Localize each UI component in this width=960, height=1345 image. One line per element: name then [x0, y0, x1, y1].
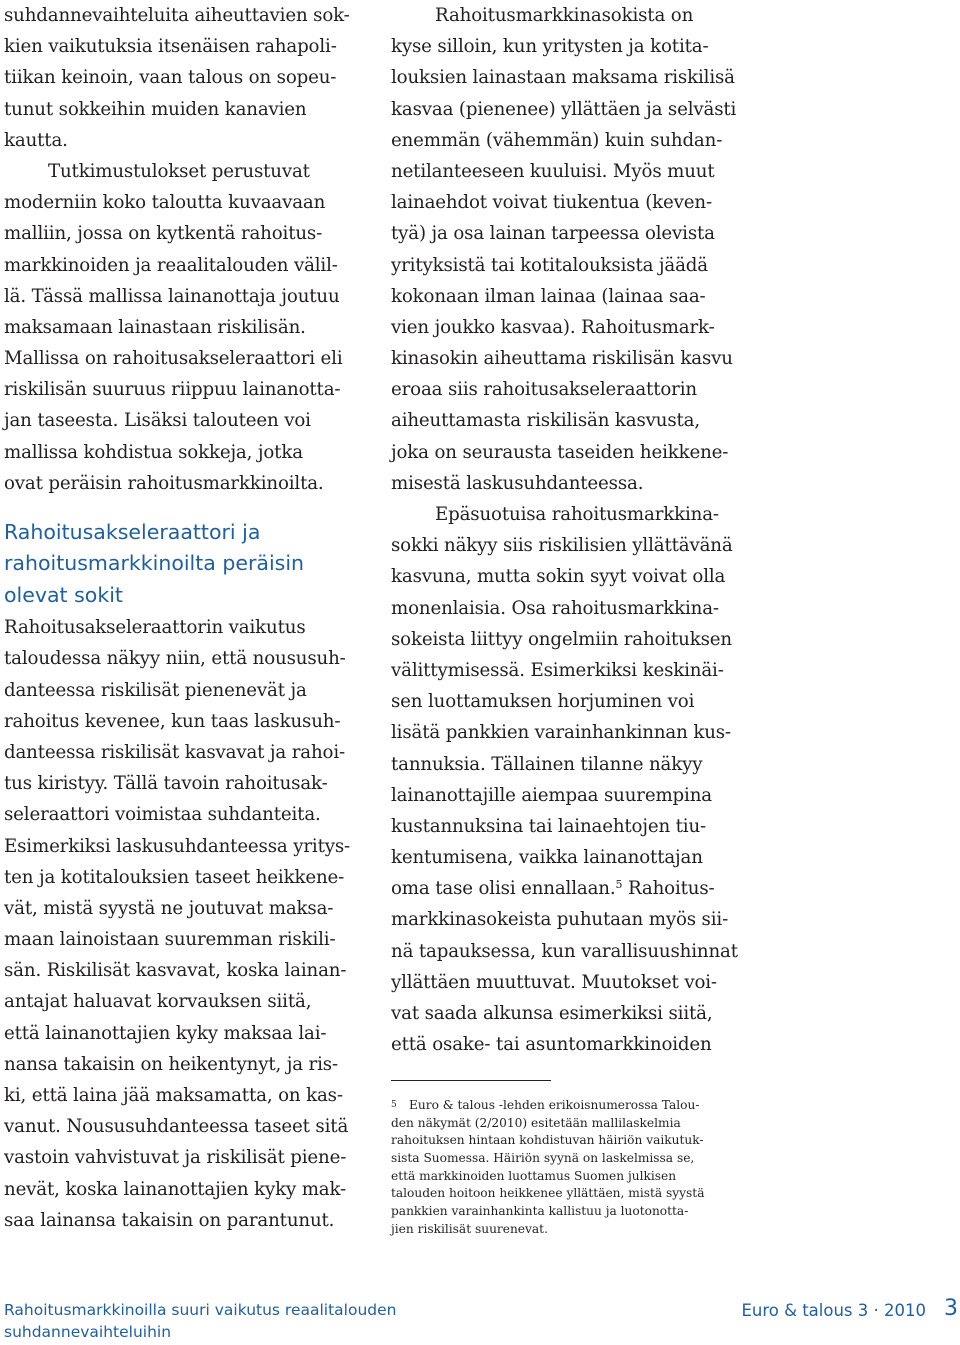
- page-number: 3: [944, 1296, 958, 1321]
- text-line: maksamaan lainastaan riskilisän.: [4, 316, 306, 338]
- footnote-divider: [391, 1080, 551, 1081]
- text-line: Esimerkiksi laskusuhdanteessa yritys-: [4, 835, 351, 857]
- text-line: ovat peräisin rahoitusmarkkinoilta.: [4, 472, 324, 494]
- footnote: [391, 1097, 751, 1239]
- text-line: nevät, koska lainanottajien kyky mak-: [4, 1178, 347, 1200]
- paragraph: [4, 156, 359, 499]
- text-line: misestä laskusuhdanteessa.: [391, 472, 644, 494]
- footnote-line: talouden hoitoon heikkenee yllättäen, mistä syystä: [391, 1186, 705, 1201]
- text-line: sokki näkyy siis riskilisien yllättävänä: [391, 535, 733, 557]
- text-line: että osake- tai asuntomarkkinoiden: [391, 1034, 712, 1056]
- text-line: netilanteeseen kuuluisi. Myös muut: [391, 160, 715, 182]
- text-line: joka on seurausta taseiden heikkene-: [391, 441, 729, 463]
- right-column: [391, 0, 760, 1060]
- text-segment: Rahoitus-: [622, 878, 715, 900]
- text-line: vat saada alkunsa esimerkiksi siitä,: [391, 1003, 713, 1024]
- text-line: Epäsuotuisa rahoitusmarkkina-: [435, 504, 719, 525]
- text-line: maan lainoistaan suuremman riskili-: [4, 929, 336, 951]
- text-line: kien vaikutuksia itsenäisen rahapoli-: [4, 36, 337, 58]
- text-line: nä tapauksessa, kun varallisuushinnat: [391, 940, 738, 962]
- text-line: enemmän (vähemmän) kuin suhdan-: [391, 129, 723, 151]
- running-title: [4, 1299, 397, 1343]
- footnote-line: jien riskilisät suurenevat.: [391, 1221, 548, 1236]
- heading-line: rahoitusmarkkinoilta peräisin: [4, 551, 305, 576]
- text-line: louksien lainastaan maksama riskilisä: [391, 67, 735, 89]
- running-title-line: suhdannevaihteluihin: [4, 1323, 172, 1341]
- text-line: välittymisessä. Esimerkiksi keskinäi-: [391, 659, 724, 681]
- text-line: kyse silloin, kun yritysten ja kotita-: [391, 36, 709, 58]
- text-line: eroaa siis rahoitusakseleraattorin: [391, 379, 697, 401]
- text-line: taloudessa näkyy niin, että noususuh-: [4, 648, 346, 670]
- text-line: jan taseesta. Lisäksi talouteen voi: [4, 410, 311, 432]
- left-column: [4, 0, 359, 1236]
- footnote-line: den näkymät (2/2010) esitetään mallilaskelmia: [391, 1115, 681, 1130]
- text-line: lä. Tässä mallissa lainanottaja joutuu: [4, 285, 340, 307]
- text-line: tannuksia. Tällainen tilanne näkyy: [391, 753, 703, 775]
- text-line: Rahoitusmarkkinasokista on: [435, 5, 694, 26]
- text-line: monenlaisia. Osa rahoitusmarkkina-: [391, 597, 719, 619]
- text-line: aiheuttamasta riskilisän kasvusta,: [391, 410, 701, 432]
- text-line: rahoitus kevenee, kun taas laskusuh-: [4, 710, 341, 732]
- text-line: danteessa riskilisät kasvavat ja rahoi-: [4, 741, 346, 763]
- text-line: ki, että laina jää maksamatta, on kas-: [4, 1085, 343, 1107]
- text-line-with-footnote: [391, 873, 760, 904]
- text-line: että lainanottajien kyky maksaa lai-: [4, 1022, 327, 1044]
- text-line: kustannuksina tai lainaehtojen tiu-: [391, 815, 707, 837]
- footnote-line: rahoituksen hintaan kohdistuvan häiriön vaikutuk-: [391, 1133, 704, 1148]
- text-line: tiikan keinoin, vaan talous on sopeu-: [4, 67, 337, 89]
- text-line: vät, mistä syystä ne joutuvat maksa-: [4, 897, 334, 919]
- text-line: kasvuna, mutta sokin syyt voivat olla: [391, 566, 726, 588]
- text-line: nansa takaisin on heikentynyt, ja ris-: [4, 1053, 338, 1075]
- paragraph: [4, 612, 359, 1236]
- footnote-line: että markkinoiden luottamus Suomen julkisen: [391, 1168, 677, 1183]
- running-title-line: Rahoitusmarkkinoilla suuri vaikutus reaalitalouden: [4, 1301, 397, 1319]
- text-line: tyä) ja osa lainan tarpeessa olevista: [391, 223, 715, 245]
- text-line: lainaehdot voivat tiukentua (keven-: [391, 192, 712, 214]
- text-line: yllättäen muuttuvat. Muutokset voi-: [391, 971, 717, 993]
- text-line: suhdannevaihteluita aiheuttavien sok-: [4, 5, 350, 26]
- text-line: lisätä pankkien varainhankinnan kus-: [391, 722, 731, 744]
- text-line: vanut. Noususuhdanteessa taseet sitä: [4, 1116, 349, 1138]
- text-line: malliin, jossa on kytkentä rahoitus-: [4, 223, 323, 245]
- text-line: Tutkimustulokset perustuvat: [48, 160, 310, 182]
- text-line: kasvaa (pienenee) yllättäen ja selvästi: [391, 98, 737, 120]
- text-line: mallissa kohdistua sokkeja, jotka: [4, 441, 303, 463]
- text-line: ten ja kotitalouksien taseet heikkene-: [4, 866, 345, 888]
- paragraph: [391, 499, 760, 1060]
- text-line: sän. Riskilisät kasvavat, koska lainan-: [4, 960, 347, 982]
- footnote-line: [391, 1097, 751, 1115]
- text-line: riskilisän suuruus riippuu lainanotta-: [4, 379, 341, 401]
- text-line: Rahoitusakseleraattorin vaikutus: [4, 617, 306, 639]
- section-heading: [4, 517, 359, 611]
- footnote-text: Euro & talous -lehden erikoisnumerossa Talou-: [409, 1098, 700, 1112]
- heading-line: olevat sokit: [4, 582, 123, 607]
- text-line: antajat haluavat korvauksen siitä,: [4, 991, 312, 1013]
- footnote-reference[interactable]: 5: [615, 878, 623, 892]
- text-line: moderniin koko taloutta kuvaavaan: [4, 192, 326, 214]
- text-line: danteessa riskilisät pienenevät ja: [4, 679, 307, 701]
- text-line: saa lainansa takaisin on parantunut.: [4, 1209, 335, 1231]
- text-line: kokonaan ilman lainaa (lainaa saa-: [391, 285, 706, 307]
- text-line: sen luottamuksen horjuminen voi: [391, 691, 695, 713]
- text-line: kentumisena, vaikka lainanottajan: [391, 847, 703, 869]
- text-line: kautta.: [4, 129, 68, 151]
- text-line: vien joukko kasvaa). Rahoitusmark-: [391, 316, 715, 338]
- footnote-number: 5: [391, 1100, 397, 1110]
- text-line: Mallissa on rahoitusakseleraattori eli: [4, 348, 343, 370]
- text-line: tus kiristyy. Tällä tavoin rahoitusak-: [4, 773, 328, 795]
- paragraph: [4, 0, 359, 156]
- text-line: tunut sokkeihin muiden kanavien: [4, 98, 307, 120]
- text-line: seleraattori voimistaa suhdanteita.: [4, 804, 321, 826]
- publication-issue: Euro & talous 3 · 2010: [741, 1301, 926, 1320]
- paragraph: [391, 0, 760, 499]
- text-line: markkinoiden ja reaalitalouden välil-: [4, 254, 338, 276]
- heading-line: Rahoitusakseleraattori ja: [4, 520, 261, 544]
- text-line: lainanottajille aiempaa suurempina: [391, 784, 712, 806]
- footnote-line: sista Suomessa. Häiriön syynä on laskelmissa se,: [391, 1151, 695, 1166]
- text-line: vastoin vahvistuvat ja riskilisät piene-: [4, 1147, 347, 1169]
- text-line: kinasokin aiheuttama riskilisän kasvu: [391, 348, 733, 370]
- text-line: sokeista liittyy ongelmiin rahoituksen: [391, 628, 732, 650]
- footnote-line: pankkien varainhankinta kallistuu ja luotonotta-: [391, 1204, 689, 1219]
- text-line: markkinasokeista puhutaan myös sii-: [391, 909, 729, 931]
- page-footer: [0, 1296, 960, 1345]
- text-line: yrityksistä tai kotitalouksista jäädä: [391, 254, 708, 276]
- text-segment: oma tase olisi ennallaan.: [391, 878, 616, 900]
